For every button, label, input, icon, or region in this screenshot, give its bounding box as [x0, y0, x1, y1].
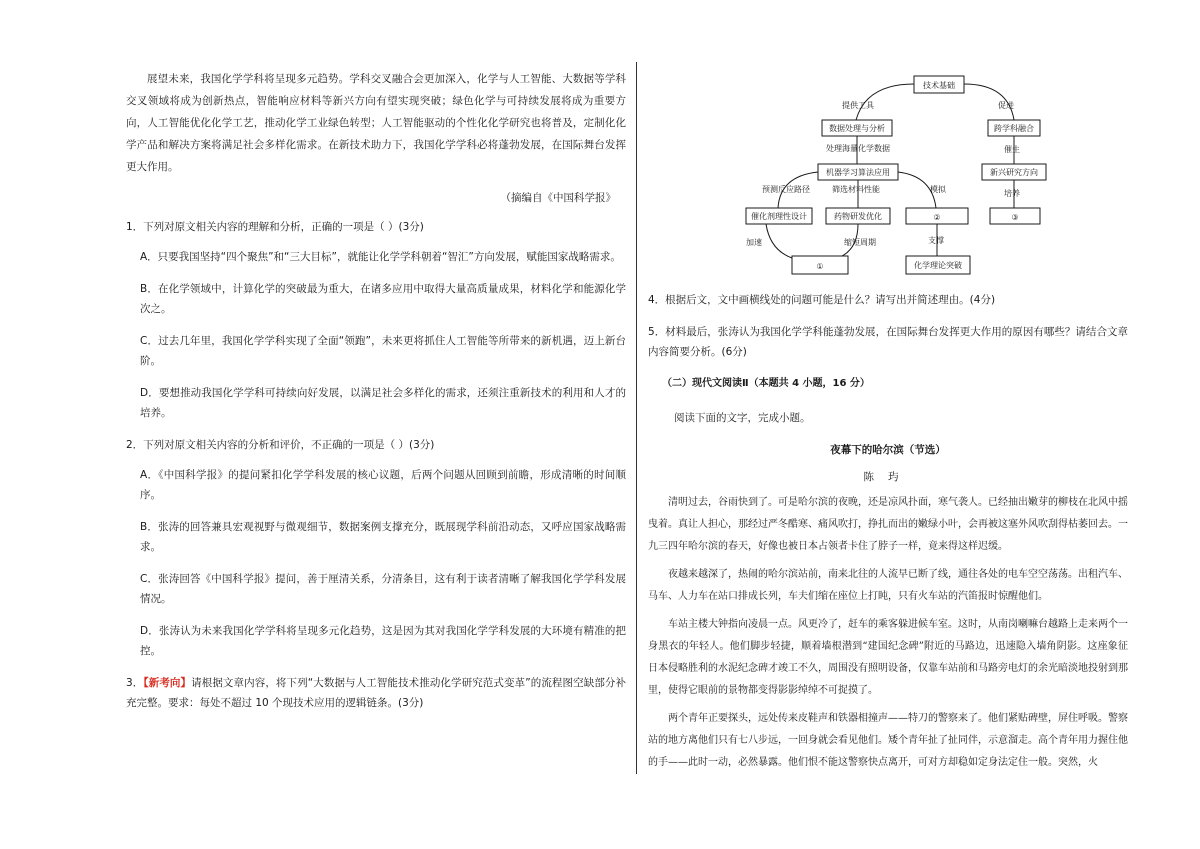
story-paragraph-1: 清明过去，谷雨快到了。可是哈尔滨的夜晚，还是凉风扑面，寒气袭人。已经抽出嫩芽的柳枝在北风中摇曳着。真让人担心，那经过严冬酷寒、痛风吹打，挣扎而出的嫩绿小叶，会再被这塞外风吹刮得枯萎回去。一九三四年哈尔滨的春天，好像也被日本占领者卡住了脖子一样，竟来得这样迟缓。: [648, 497, 1128, 552]
question-3: [126, 673, 626, 713]
new-trend-tag: 【新考向】: [143, 677, 192, 689]
edge-accel-label: 加速: [746, 238, 762, 247]
blank-2-label: ②: [933, 213, 941, 222]
question-2-option-d: D．张涛认为未来我国化学学科将呈现多元化趋势，这是因为其对我国化学学科发展的大环境有精准的把控。: [140, 625, 626, 657]
section-heading: （二）现代文阅读Ⅱ（本题共 4 小题，16 分）: [662, 378, 870, 389]
catalyst-label: 催化剂理性设计: [751, 212, 807, 221]
edge-support-label: 支撑: [928, 236, 944, 245]
question-1-option-c: C．过去几年里，我国化学学科实现了全面“领跑”，未来更将抓住人工智能等所带来的新机遇，迈上新台阶。: [140, 335, 626, 367]
story-paragraph-4: 两个青年正要探头，远处传来皮鞋声和铁器相撞声——特刀的警察来了。他们紧贴碑壁，屏住呼吸。警察站的地方离他们只有七八步远，一回身就会看见他们。矮个青年扯了扯同伴，示意溜走。高个青年用力握住他的手——此时一动，必然暴露。他们恨不能这警察快点离开，可对方却稳如定身法定住一般。突然，火: [648, 713, 1128, 768]
edge-shorten-label: 缩短周期: [844, 238, 876, 247]
question-1-option-a: A．只要我国坚持“四个聚焦”和“三大目标”，就能让化学学科朝着“智汇”方向发展，赋能国家战略需求。: [140, 251, 621, 263]
story-title: 夜幕下的哈尔滨（节选）: [830, 444, 946, 456]
edge-tools-label: 提供工具: [842, 101, 874, 110]
drug-label: 药物研发优化: [834, 212, 882, 221]
question-2-option-b: B．张涛的回答兼具宏观视野与微观细节，数据案例支撑充分，既展现学科前沿动态，又呼应国家战略需求。: [140, 521, 626, 553]
edge-accel-line: [766, 224, 792, 258]
theory-label: 化学理论突破: [914, 261, 962, 270]
question-5: 5．材料最后，张涛认为我国化学学科能蓬勃发展，在国际舞台发挥更大作用的原因有哪些？请结合文章内容简要分析。(6分): [648, 326, 1128, 358]
edge-screen-label: 筛选材料性能: [832, 185, 880, 194]
flowchart: [746, 72, 1066, 282]
column-divider: [636, 62, 637, 774]
question-2-option-c: C．张涛回答《中国科学报》提问，善于厘清关系，分清条目，这有利于读者清晰了解我国化学学科发展情况。: [140, 573, 626, 605]
source-citation: （摘编自《中国科学报》: [500, 192, 616, 204]
edge-predict-label: 预测反应路径: [762, 185, 810, 194]
intro-paragraph: 展望未来，我国化学学科将呈现多元趋势。学科交叉融合会更加深入，化学与人工智能、大数据等学科交叉领域将成为创新热点，智能响应材料等新兴方向有望实现突破；绿色化学与可持续发展将成为重要方向，人工智能优化化学工艺，推动化学工业绿色转型；人工智能驱动的个性化化学研究也将普及，定制化化学产品和解决方案将满足社会多样化需求。在新技术助力下，我国化学学科必将蓬勃发展，在国际舞台发挥更大作用。: [126, 73, 626, 173]
ml-label: 机器学习算法应用: [826, 168, 890, 177]
question-1-option-d: D．要想推动我国化学学科可持续向好发展，以满足社会多样化的需求，还须注重新技术的利用和人才的培养。: [140, 387, 626, 419]
data-analysis-label: 数据处理与分析: [829, 124, 885, 133]
edge-cultivate-label: 培养: [1004, 189, 1020, 198]
tech-base-label: 技术基础: [923, 81, 955, 90]
reading-instruction: 阅读下面的文字，完成小题。: [674, 412, 811, 424]
question-1-option-b: B．在化学领域中，计算化学的突破最为重大，在诸多应用中取得大量高质量成果，材料化学和能源化学次之。: [140, 283, 626, 315]
edge-promote-label: 促进: [998, 101, 1014, 110]
question-1-stem: 1．下列对原文相关内容的理解和分析，正确的一项是（ ）(3分): [126, 221, 424, 233]
story-author: 陈玙: [863, 471, 913, 483]
question-4: 4．根据后文，文中画横线处的问题可能是什么？请写出并简述理由。(4分): [648, 294, 996, 306]
blank-1-label: ①: [816, 262, 824, 271]
edge-mass-label: 处理海量化学数据: [826, 144, 890, 153]
right-column: [648, 290, 1128, 768]
question-3-text: 请根据文章内容，将下列“大数据与人工智能技术推动化学研究范式变革”的流程图空缺部分补充完整。要求：每处不超过 10 个现技术应用的逻辑链条。(3分): [126, 677, 627, 709]
question-2-stem: 2．下列对原文相关内容的分析和评价，不正确的一项是（ ）(3分): [126, 439, 435, 451]
new-direction-label: 新兴研究方向: [990, 168, 1038, 177]
question-2-option-a: A．《中国科学报》的提问紧扣化学学科发展的核心议题，后两个问题从回顾到前瞻，形成清晰的时间顺序。: [140, 469, 626, 501]
story-paragraph-3: 车站主楼大钟指向凌晨一点。风更冷了，赶车的乘客躲进候车室。这时，从南岗喇嘛台越路上走来两个一身黑衣的年轻人。他们脚步轻捷，顺着墙根潜到“建国纪念碑”附近的马路边，迅速隐入墙角阴影。这座象征日本侵略胜利的水泥纪念碑才竣工不久，周围没有照明设备，仅靠车站前和马路旁电灯的余光暗淡地投射到那里，使得它眼前的景物都变得影影绰绰不可捉摸了。: [648, 619, 1128, 696]
question-3-number: 3．: [126, 677, 144, 689]
story-paragraph-2: 夜越来越深了，热闹的哈尔滨站前，南来北往的人流早已断了线，通往各处的电车空空荡荡。出租汽车、马车、人力车在站口排成长列，车夫们缩在座位上打盹，只有火车站的汽笛报时惊醒他们。: [648, 569, 1128, 602]
edge-born-label: 催生: [1004, 145, 1020, 154]
left-column: [126, 68, 626, 713]
edge-simulate-label: 模拟: [930, 185, 946, 194]
blank-3-label: ③: [1011, 213, 1019, 222]
cross-discipline-label: 跨学科融合: [994, 124, 1034, 133]
